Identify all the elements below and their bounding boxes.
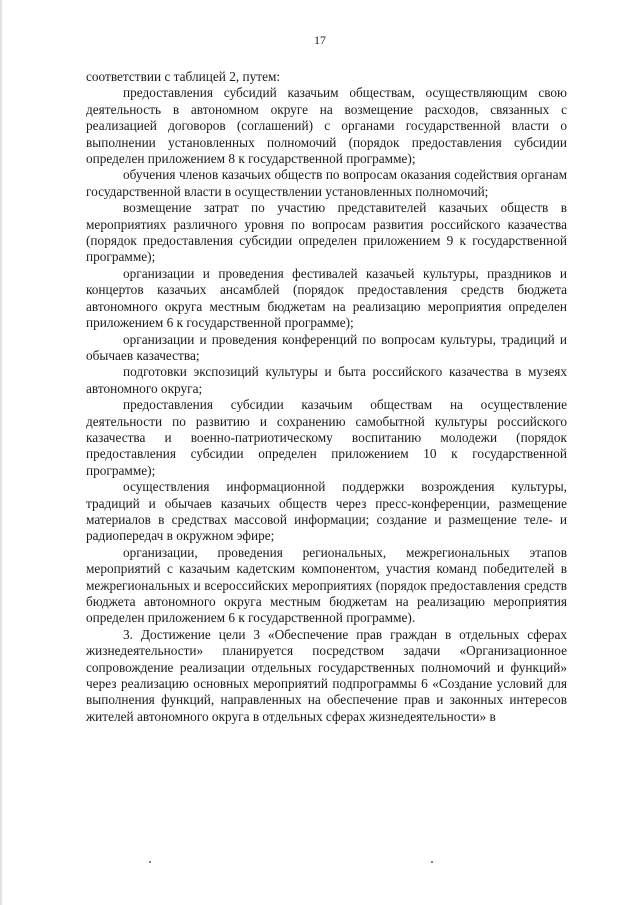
paragraph: предоставления субсидии казачьим обществам на осуществление деятельности по развитию и сохранению самобытной культуры российского казачества и военно-патриотическому воспитанию молодежи (порядок предоставления субсидии определен приложением 10 к государственной программе); xyxy=(86,397,567,478)
paragraph: подготовки экспозиций культуры и быта российского казачества в музеях автономного округа; xyxy=(86,364,567,396)
paragraph-section-3: 3. Достижение цели 3 «Обеспечение прав граждан в отдельных сферах жизнедеятельности» планируется посредством задачи «Организационное сопровождение реализации отдельных государственных полномочий и функций» через реализацию основных мероприятий подпрограммы 6 «Создание условий для выполнения функций, направленных на обеспечение прав и законных интересов жителей автономного округа в отдельных сферах жизнедеятельности» в xyxy=(86,626,567,724)
scan-dot-mark xyxy=(431,861,433,863)
paragraph: обучения членов казачьих обществ по вопросам оказания содействия органам государственной власти в осуществлении установленных полномочий; xyxy=(86,167,567,199)
paragraph-continuation: соответствии с таблицей 2, путем: xyxy=(86,69,281,84)
paragraph: осуществления информационной поддержки возрождения культуры, традиций и обычаев казачьих обществ через пресс-конференции, размещение материалов в средствах массовой информации; создание и размещение теле- и радиопередач в окружном эфире; xyxy=(86,479,567,544)
scan-dot-mark xyxy=(149,861,151,863)
page-number: 17 xyxy=(314,33,326,47)
scan-left-edge xyxy=(0,0,3,905)
paragraph: организации и проведения фестивалей казачьей культуры, праздников и концертов казачьих ансамблей (порядок предоставления средств бюджета автономного округа местным бюджетам на реализацию мероприятия определен приложением 6 к государственной программе); xyxy=(86,265,567,331)
paragraph: организации и проведения конференций по вопросам культуры, традиций и обычаев казачества; xyxy=(86,331,567,363)
paragraph: организации, проведения региональных, межрегиональных этапов мероприятий с казачьим кадетским компонентом, участия команд победителей в межрегиональных и всероссийских мероприятиях (порядок предоставления средств бюджета автономного округа местным бюджетам на реализацию мероприятия определен приложением 6 к государственной программе). xyxy=(86,544,567,626)
paragraph: предоставления субсидий казачьим обществам, осуществляющим свою деятельность в автономном округе на возмещение расходов, связанных с реализацией договоров (соглашений) с органами государственной власти о выполнении установленных полномочий (порядок предоставления субсидии определен приложением 8 к государственной программе); xyxy=(86,85,567,167)
paragraph: возмещение затрат по участию представителей казачьих обществ в мероприятиях различного уровня по вопросам развития российского казачества (порядок предоставления субсидии определен приложением 9 к государственной программе); xyxy=(86,200,567,265)
document-body xyxy=(86,69,567,725)
